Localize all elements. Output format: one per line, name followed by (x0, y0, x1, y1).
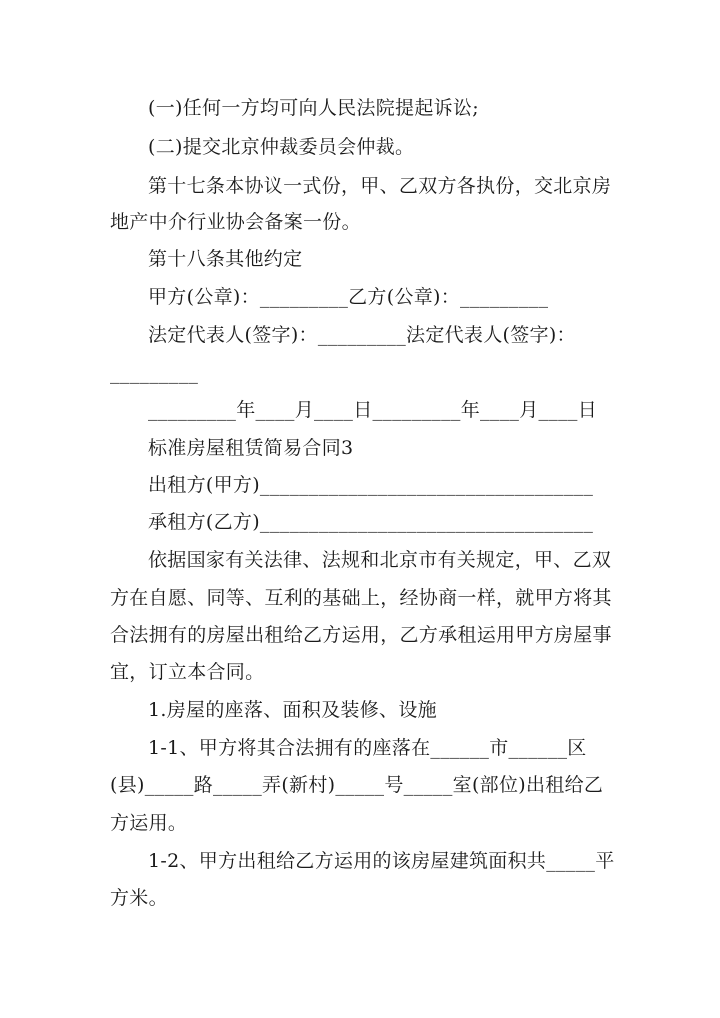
text-line-17: 1.房屋的座落、面积及装修、设施 (148, 699, 437, 721)
text-line-21: 1-2、甲方出租给乙方运用的该房屋建筑面积共_____平 (148, 850, 615, 872)
text-line-20: 方运用。 (110, 812, 188, 834)
text-line-12: 承租方(乙方)__________________________________ (148, 511, 594, 533)
text-line-8: _________ (110, 362, 199, 384)
text-line-16: 宜，订立本合同。 (110, 661, 265, 683)
text-line-1: (一)任何一方均可向人民法院提起诉讼; (148, 97, 479, 119)
text-line-14: 方在自愿、同等、互利的基础上，经协商一样，就甲方将其 (110, 587, 612, 609)
text-line-7: 法定代表人(签字)：_________法定代表人(签字)： (148, 324, 576, 346)
text-line-10: 标准房屋租赁简易合同3 (148, 437, 354, 459)
text-line-2: (二)提交北京仲裁委员会仲裁。 (148, 136, 415, 158)
text-line-15: 合法拥有的房屋出租给乙方运用，乙方承租运用甲方房屋事 (110, 624, 612, 646)
text-line-19: (县)_____路_____弄(新村)_____号_____室(部位)出租给乙 (110, 774, 604, 796)
text-line-3: 第十七条本协议一式份，甲、乙双方各执份，交北京房 (148, 175, 612, 197)
text-line-4: 地产中介行业协会备案一份。 (110, 211, 361, 233)
text-line-5: 第十八条其他约定 (148, 248, 303, 270)
text-line-11: 出租方(甲方)__________________________________ (148, 474, 594, 496)
text-line-18: 1-1、甲方将其合法拥有的座落在______市______区 (148, 737, 587, 759)
text-line-9: _________年____月____日_________年____月____日 (148, 399, 597, 421)
text-line-6: 甲方(公章)：_________乙方(公章)：_________ (148, 286, 549, 308)
text-line-13: 依据国家有关法律、法规和北京市有关规定，甲、乙双 (148, 549, 612, 571)
text-line-22: 方米。 (110, 887, 168, 909)
